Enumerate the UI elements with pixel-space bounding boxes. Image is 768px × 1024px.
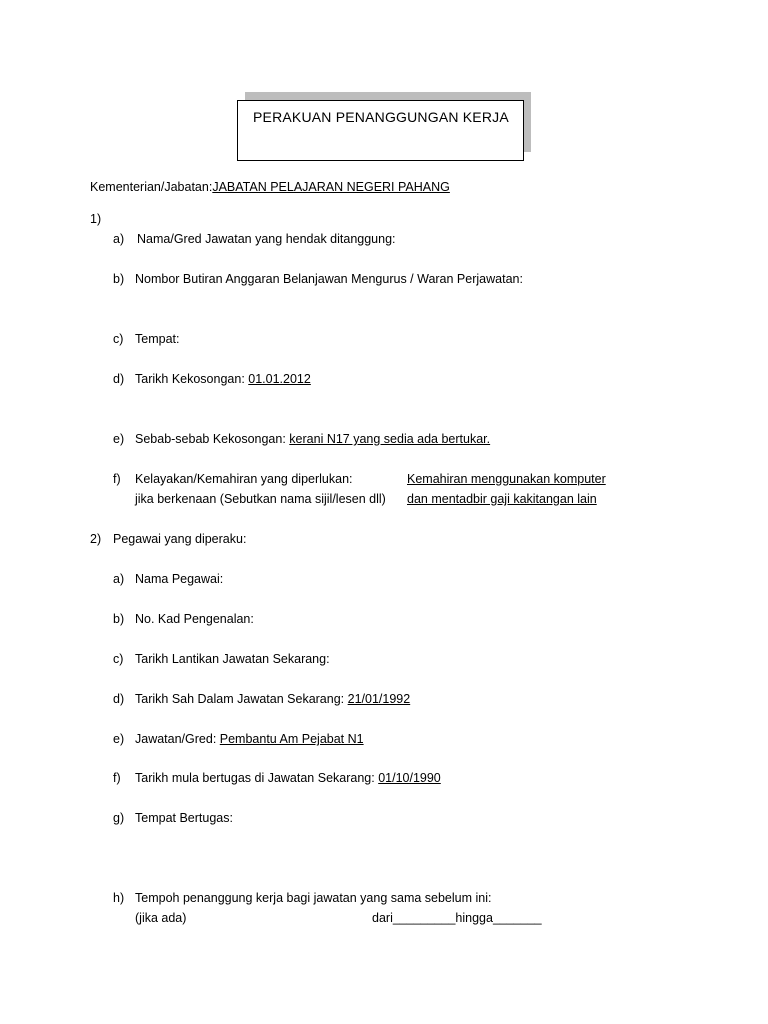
item-letter: f) — [113, 472, 121, 486]
s1-item-f-value: Kemahiran menggunakan komputer — [407, 472, 606, 486]
item-letter: d) — [113, 372, 125, 386]
item-letter: d) — [113, 692, 125, 706]
item-value: 21/01/1992 — [347, 692, 411, 706]
item-letter: b) — [113, 612, 125, 626]
s1-item-f-value-2: dan mentadbir gaji kakitangan lain — [407, 492, 597, 506]
item-label: Tarikh Kekosongan: — [135, 372, 249, 386]
item-value: kerani N17 yang sedia ada bertukar. — [289, 432, 491, 446]
item-letter: c) — [113, 332, 124, 346]
s2-item-b — [113, 612, 254, 626]
item-letter: a) — [113, 572, 125, 586]
s2-item-h-range: dari_________hingga_______ — [372, 911, 542, 925]
s2-item-d — [113, 692, 410, 706]
s2-item-f — [113, 771, 441, 785]
s1-item-a — [113, 232, 396, 246]
s1-item-f-label-2: jika berkenaan (Sebutkan nama sijil/lesen dll) — [135, 492, 386, 506]
s2-item-e — [113, 732, 364, 746]
item-label: Tarikh Lantikan Jawatan Sekarang: — [135, 652, 330, 666]
s2-item-c — [113, 652, 330, 666]
s1-item-d — [113, 372, 311, 386]
item-letter: a) — [113, 232, 125, 246]
item-label: Tempoh penanggung kerja bagi jawatan yang sama sebelum ini: — [135, 891, 492, 905]
s1-item-f — [113, 472, 353, 486]
ministry-label: Kementerian/Jabatan: — [90, 180, 213, 194]
item-value: 01.01.2012 — [248, 372, 311, 386]
item-label: Nombor Butiran Anggaran Belanjawan Mengurus / Waran Perjawatan: — [135, 272, 523, 286]
s1-item-c — [113, 332, 179, 346]
item-letter: f) — [113, 771, 121, 785]
item-label: Jawatan/Gred: — [135, 732, 220, 746]
section-2-heading: Pegawai yang diperaku: — [113, 532, 247, 546]
ministry-line — [90, 180, 450, 194]
section-1-number: 1) — [90, 212, 102, 226]
item-label: Nama Pegawai: — [135, 572, 224, 586]
title-box — [237, 100, 524, 161]
item-label: No. Kad Pengenalan: — [135, 612, 254, 626]
section-2-number: 2) — [90, 532, 102, 546]
item-label: Tempat: — [135, 332, 180, 346]
s1-item-b — [113, 272, 523, 286]
item-label: Tempat Bertugas: — [135, 811, 233, 825]
section-2-heading-line — [90, 532, 246, 546]
s2-item-h-label-2: (jika ada) — [135, 911, 187, 925]
document-title: PERAKUAN PENANGGUNGAN KERJA — [253, 109, 509, 125]
item-letter: c) — [113, 652, 124, 666]
item-letter: g) — [113, 811, 125, 825]
item-label: Sebab-sebab Kekosongan: — [135, 432, 290, 446]
item-label: Tarikh mula bertugas di Jawatan Sekarang: — [135, 771, 379, 785]
item-label: Tarikh Sah Dalam Jawatan Sekarang: — [135, 692, 348, 706]
item-value: 01/10/1990 — [378, 771, 441, 785]
item-letter: e) — [113, 732, 125, 746]
item-letter: h) — [113, 891, 125, 905]
item-label: Kelayakan/Kemahiran yang diperlukan: — [135, 472, 353, 486]
s2-item-g — [113, 811, 233, 825]
item-letter: b) — [113, 272, 125, 286]
s2-item-h — [113, 891, 491, 905]
item-value: Pembantu Am Pejabat N1 — [219, 732, 364, 746]
ministry-value: JABATAN PELAJARAN NEGERI PAHANG — [212, 180, 450, 194]
s2-item-a — [113, 572, 223, 586]
s1-item-e — [113, 432, 490, 446]
item-letter: e) — [113, 432, 125, 446]
item-label: Nama/Gred Jawatan yang hendak ditanggung: — [137, 232, 396, 246]
